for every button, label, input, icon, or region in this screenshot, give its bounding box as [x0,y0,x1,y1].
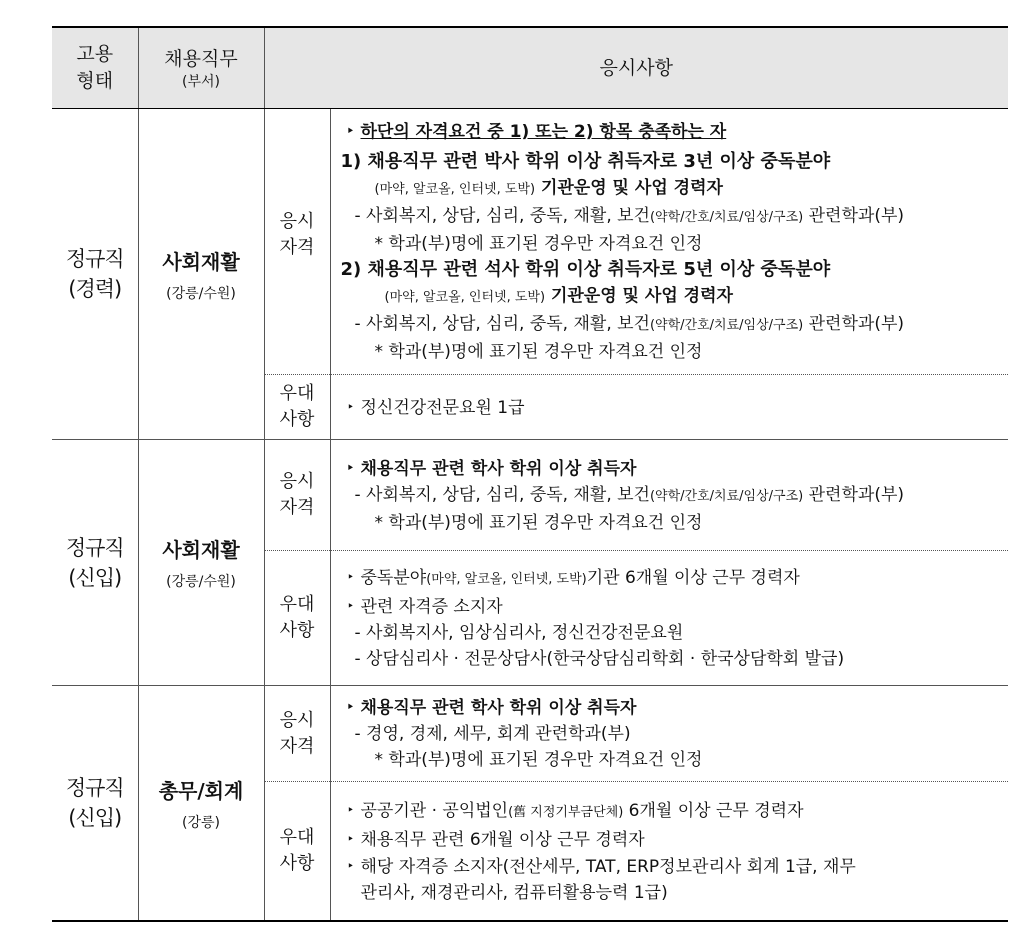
qualification-line: (마약, 알코올, 인터넷, 도박) 기관운영 및 사업 경력자 [384,286,733,306]
preference-line: ‣ 채용직무 관련 6개월 이상 근무 경력자 [341,826,1003,853]
job-name: 사회재활 [162,249,240,274]
preference-content [330,551,1008,686]
header-employment-type [52,27,138,109]
qualification-line: - 사회복지, 상담, 심리, 중독, 재활, 보건(약학/간호/치료/임상/구조) 관련학과(부) [354,206,905,226]
header-job-line2: (부서) [182,73,220,90]
qualification-line: ‣ 채용직무 관련 학사 학위 이상 취득자 [341,455,1003,482]
qualification-line: - 경영, 경제, 세무, 회계 관련학과(부) [354,724,631,744]
employment-type: 정규직 [65,535,124,560]
qualification-line: - 사회복지, 상담, 심리, 중독, 재활, 보건(약학/간호/치료/임상/구조) 관련학과(부) [354,484,905,505]
qualification-label: 응시 자격 [264,109,330,375]
header-type-line2: 형태 [76,70,114,92]
preference-content [330,782,1008,922]
preference-content [330,375,1008,440]
qualification-line: 2) 채용직무 관련 석사 학위 이상 취득자로 5년 이상 중독분야 [340,259,831,280]
bullet-icon: ‣ [346,399,355,414]
job-name: 사회재활 [162,538,240,562]
employment-type-cell [52,109,138,440]
qualification-content [330,109,1008,375]
job-cell [138,109,264,440]
qualification-label: 응시 자격 [264,440,330,551]
preference-line: ‣ 정신건강전문요원 1급 [341,394,1003,421]
job-cell [138,440,264,686]
bullet-icon: ‣ [346,802,355,817]
qualification-line: ‣ 하단의 자격요건 중 1) 또는 2) 항목 충족하는 자 [341,118,1003,145]
qualification-content [330,440,1008,551]
recruitment-table [52,26,1008,922]
preference-line: - 사회복지사, 임상심리사, 정신건강전문요원 [354,623,684,643]
preference-line: 관리사, 재경관리사, 컴퓨터활용능력 1급) [360,882,668,903]
job-cell [138,686,264,922]
qualification-label: 응시 자격 [264,686,330,782]
qualification-line: ‣ 채용직무 관련 학사 학위 이상 취득자 [341,694,1003,721]
employment-type: 정규직 [65,247,124,271]
preference-label: 우대 사항 [264,782,330,922]
employment-type-cell [52,686,138,922]
qualification-content [330,686,1008,782]
employment-subtype: (신입) [68,806,122,830]
preference-line: ‣ 중독분야(마약, 알코올, 인터넷, 도박)기관 6개월 이상 근무 경력자 [341,564,1003,593]
preference-line: - 상담심리사 · 전문상담사(한국상담심리학회 · 한국상담학회 발급) [354,649,845,669]
preference-line: ‣ 해당 자격증 소지자(전산세무, TAT, ERP정보관리사 회계 1급, 재무 [341,853,1003,880]
job-location: (강릉/수원) [166,574,236,590]
qualification-line: 1) 채용직무 관련 박사 학위 이상 취득자로 3년 이상 중독분야 [340,151,831,172]
header-job [138,27,264,109]
table-row [52,686,1008,782]
bullet-icon: ‣ [346,460,355,475]
bullet-icon: ‣ [346,570,355,584]
bullet-icon: ‣ [346,700,355,714]
bullet-icon: ‣ [346,599,355,613]
preference-label: 우대 사항 [264,551,330,686]
header-job-line1: 채용직무 [164,47,238,70]
employment-type: 정규직 [65,776,124,800]
table-header-row [52,27,1008,109]
job-name: 총무/회계 [158,778,244,803]
table-row [52,440,1008,551]
qualification-line: * 학과(부)명에 표기된 경우만 자격요건 인정 [374,512,703,533]
qualification-line: - 사회복지, 상담, 심리, 중독, 재활, 보건(약학/간호/치료/임상/구조) 관련학과(부) [354,314,905,334]
preference-label: 우대 사항 [264,375,330,440]
bullet-icon: ‣ [346,831,355,846]
preference-line: ‣ 관련 자격증 소지자 [341,593,1003,620]
qualification-line: (마약, 알코올, 인터넷, 도박) 기관운영 및 사업 경력자 [374,178,723,198]
employment-subtype: (경력) [68,277,122,301]
employment-type-cell [52,440,138,686]
header-requirements: 응시사항 [264,27,1008,109]
employment-subtype: (신입) [68,565,122,590]
job-location: (강릉/수원) [166,285,236,302]
qualification-line: * 학과(부)명에 표기된 경우만 자격요건 인정 [374,750,703,770]
qualification-line: * 학과(부)명에 표기된 경우만 자격요건 인정 [374,342,703,362]
job-location: (강릉) [182,814,220,831]
header-type-line1: 고용 [76,43,114,65]
qualification-line: * 학과(부)명에 표기된 경우만 자격요건 인정 [374,234,703,254]
preference-line: ‣ 공공기관 · 공익법인(舊 지정기부금단체) 6개월 이상 근무 경력자 [341,797,1003,826]
table-row [52,109,1008,375]
bullet-icon: ‣ [346,124,355,138]
bullet-icon: ‣ [346,858,355,873]
